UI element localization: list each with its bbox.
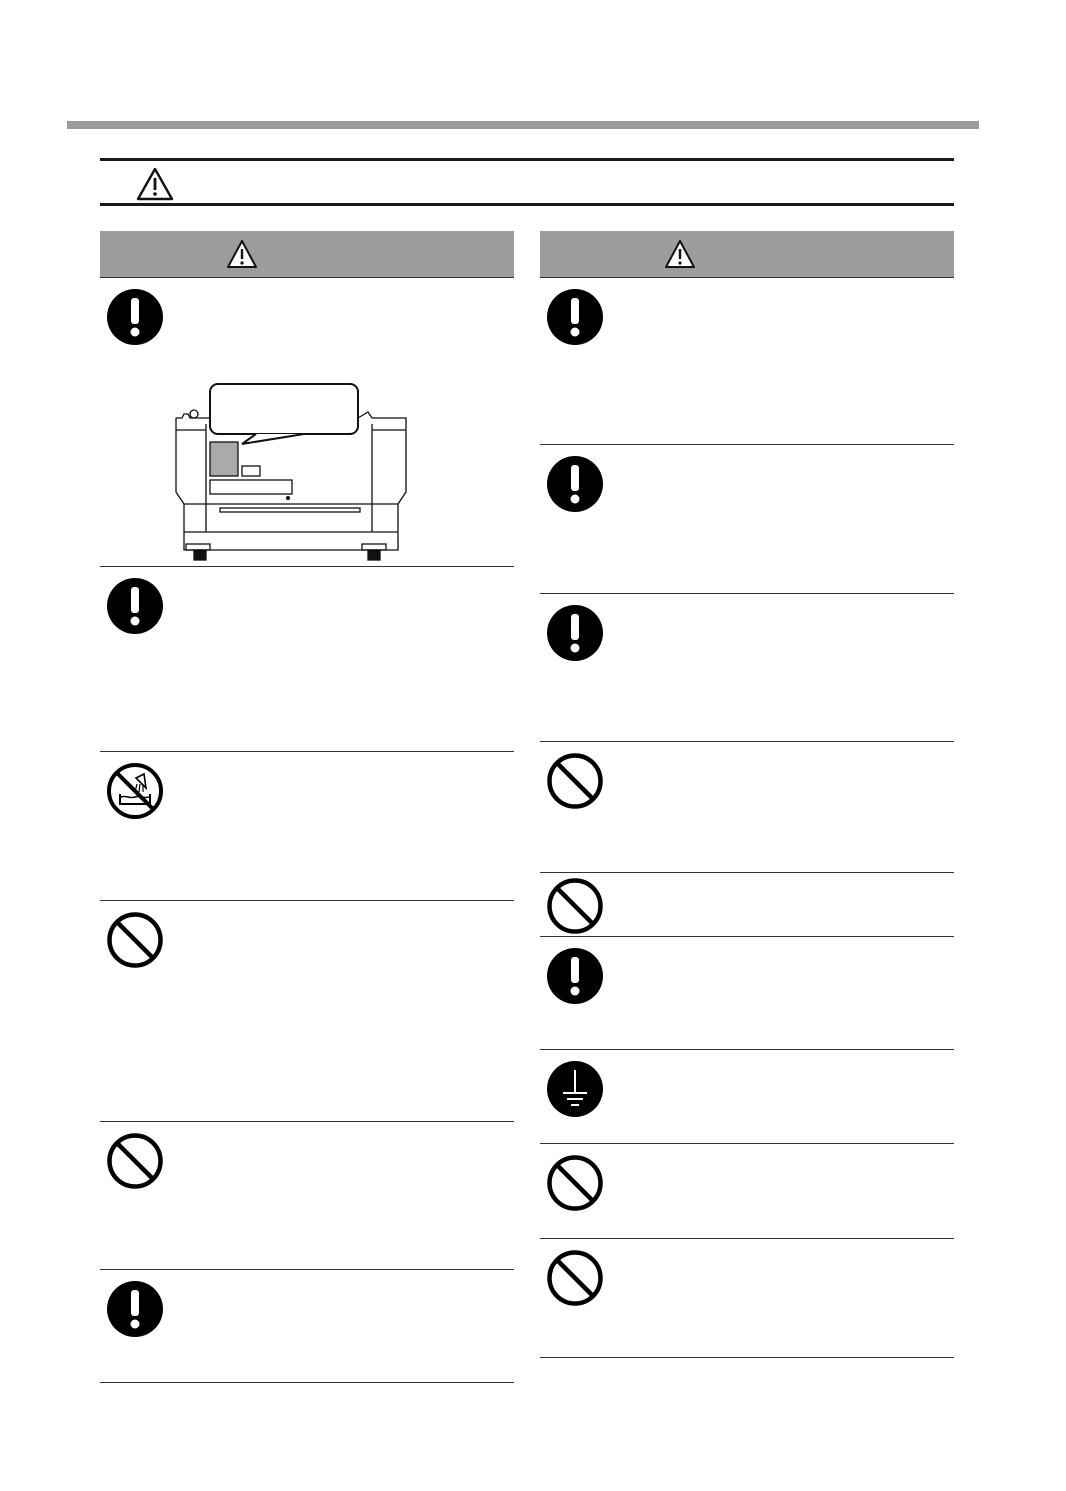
caution-item [100,278,514,567]
right-column [540,231,954,1358]
warning-triangle-icon [226,239,258,274]
prohibition-icon [106,1132,164,1190]
caution-item [100,567,514,752]
prohibition-icon [106,911,164,969]
caution-item [540,937,954,1050]
column-header [540,231,954,278]
prohibition-icon [546,1249,604,1307]
ground-icon [546,1060,604,1118]
caution-item [540,445,954,594]
column-header [100,231,514,278]
caution-item [540,1239,954,1358]
caution-item [100,901,514,1122]
prohibition-icon [546,1154,604,1212]
left-column [100,231,514,1383]
mandatory-action-icon [106,577,164,635]
mandatory-action-icon [546,947,604,1005]
warning-triangle-icon [136,167,174,206]
prohibition-icon [546,752,604,810]
caution-item [100,1270,514,1383]
mandatory-action-icon [546,455,604,513]
mandatory-action-icon [106,288,164,346]
mandatory-action-icon [106,1280,164,1338]
caution-item [540,278,954,445]
machine-rear-illustration [172,382,412,562]
mandatory-action-icon [546,288,604,346]
section-header [100,158,954,206]
caution-item [540,873,954,937]
mandatory-action-icon [546,604,604,662]
caution-item [100,1122,514,1270]
caution-item [540,594,954,742]
caution-item [540,1144,954,1239]
prohibition-icon [546,877,604,935]
caution-item [540,742,954,873]
no-water-icon [106,762,164,820]
top-rule [67,121,979,129]
caution-item [100,752,514,901]
caution-item [540,1050,954,1144]
warning-triangle-icon [664,239,696,274]
